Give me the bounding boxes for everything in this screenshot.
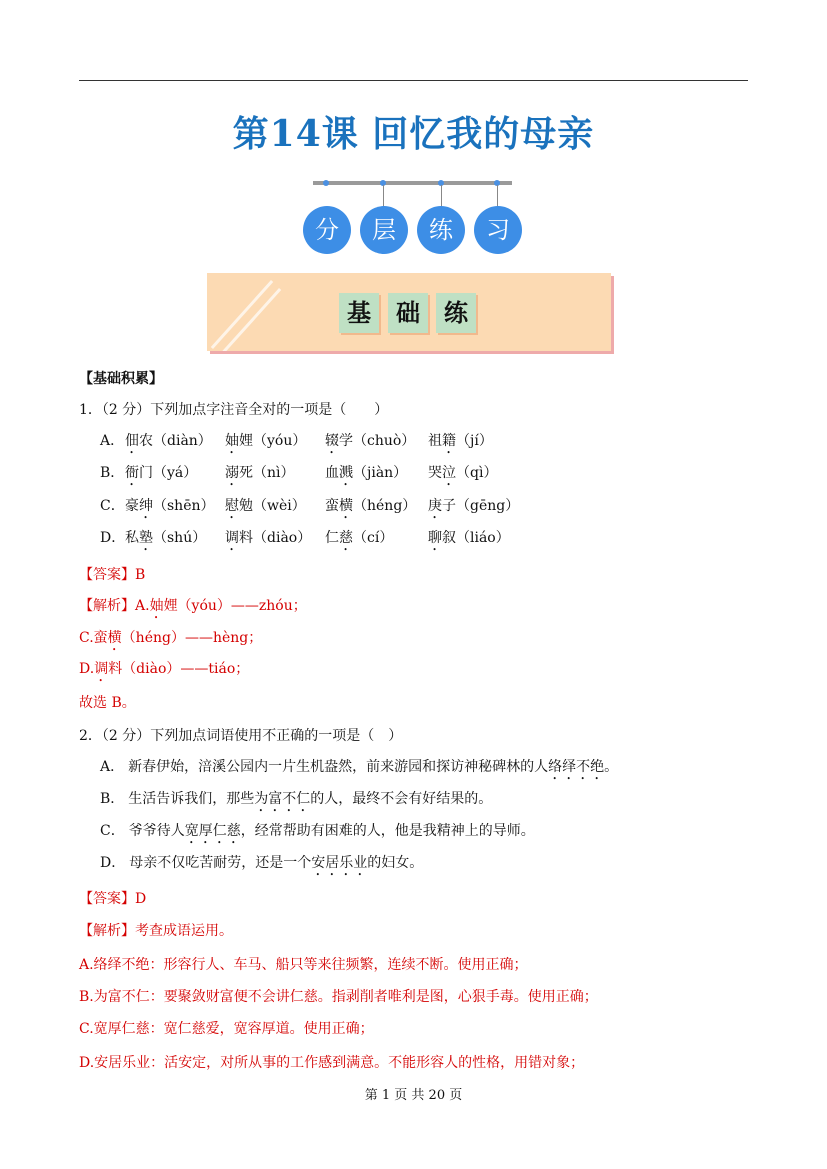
q1-option-label: C．	[100, 498, 125, 514]
q1-option-item	[225, 495, 306, 522]
q1-analysis-line	[79, 658, 249, 685]
text: 考查成语运用。	[135, 923, 233, 939]
dotted-char: 慰	[225, 498, 239, 514]
dotted-char: 籍	[442, 433, 456, 449]
header-rule	[79, 80, 748, 81]
analysis-label: 【解析】	[79, 923, 135, 939]
text: 农（diàn）	[139, 433, 212, 449]
section-heading: 【基础积累】	[79, 371, 163, 387]
dotted-char: 溅	[339, 465, 353, 481]
dotted-char: 调	[94, 661, 109, 677]
hanger-peg	[323, 180, 329, 186]
text: （qì）	[456, 465, 498, 481]
q1-option-item	[125, 527, 206, 554]
q1-option-item	[428, 430, 493, 457]
q1-analysis-line	[79, 595, 307, 622]
text: 豪	[125, 498, 139, 514]
q2-option	[100, 756, 618, 783]
text: （héng）	[353, 498, 417, 514]
dotted-char: 横	[339, 498, 353, 514]
text: （shú）	[153, 530, 207, 546]
q1-option-item	[325, 462, 407, 489]
q1-option-item	[428, 527, 510, 554]
q2-stem: 2．（2 分）下列加点词语使用不正确的一项是（ ）	[79, 728, 403, 744]
dotted-char: 聊	[428, 530, 442, 546]
text: 学（chuò）	[339, 433, 416, 449]
text: 门（yá）	[139, 465, 198, 481]
text: 新春伊始，涪溪公园内一片生机盎然，前来游园和探访神秘碑林的人	[128, 759, 549, 775]
text: 娌（yóu）	[239, 433, 307, 449]
banner-gloss	[211, 280, 273, 349]
text: 蛮	[325, 498, 339, 514]
q1-option-item	[125, 462, 197, 489]
q2-analysis-line: A.络绎不绝：形容行人、车马、船只等来往频繁，连续不断。使用正确；	[79, 957, 528, 973]
q2-option	[100, 852, 423, 879]
header-ball: 层	[360, 206, 408, 254]
section-banner	[207, 273, 611, 351]
header-ball: 习	[474, 206, 522, 254]
dotted-char: 妯	[149, 598, 164, 614]
q1-conclusion: 故选 B。	[79, 695, 136, 711]
q1-option-label: A．	[100, 433, 125, 449]
text: （shēn）	[153, 498, 215, 514]
text: 祖	[428, 433, 442, 449]
q1-analysis-line	[79, 627, 262, 654]
text: D.	[79, 661, 95, 677]
q2-answer: 【答案】D	[79, 891, 147, 907]
q1-option-item	[325, 495, 416, 522]
q2-analysis-intro	[79, 920, 233, 940]
text: （jí）	[456, 433, 493, 449]
text: 仁	[325, 530, 339, 546]
text: 勉（wèi）	[239, 498, 306, 514]
q1-option-item	[225, 430, 306, 457]
dotted-char: 调	[225, 530, 239, 546]
text: ，经常帮助有困难的人，他是我精神上的导师。	[240, 823, 535, 839]
q1-option-item	[325, 527, 393, 554]
banner-gloss	[219, 288, 281, 351]
q1-option-item	[428, 462, 497, 489]
q1-option-item	[225, 462, 295, 489]
dotted-char: 溺	[225, 465, 239, 481]
analysis-label: 【解析】	[79, 598, 135, 614]
dotted-char: 塾	[139, 530, 153, 546]
text: 的妇女。	[367, 855, 424, 871]
dotted-phrase: 络绎不绝	[548, 759, 605, 775]
text: 。	[604, 759, 619, 775]
text: 料（diào）——tiáo；	[108, 661, 250, 677]
text: 生活告诉我们，那些	[128, 791, 255, 807]
dotted-char: 慈	[339, 530, 353, 546]
dotted-char: 绅	[139, 498, 153, 514]
text: 子（gēng）	[442, 498, 520, 514]
header-ball: 分	[303, 206, 351, 254]
q1-option-item	[325, 430, 415, 457]
q1-option-item	[125, 430, 212, 457]
text: 叙（liáo）	[442, 530, 510, 546]
q1-stem: 1．（2 分）下列加点字注音全对的一项是（ ）	[79, 402, 389, 418]
q2-analysis-line: B.为富不仁：要聚敛财富便不会讲仁慈。指剥削者唯利是图，心狠手毒。使用正确；	[79, 989, 598, 1005]
banner-tile: 础	[388, 293, 428, 333]
q1-option-item	[428, 495, 519, 522]
lesson-title: 第14课 回忆我的母亲	[232, 113, 595, 155]
text: 的人，最终不会有好结果的。	[310, 791, 493, 807]
dotted-phrase: 为富不仁	[254, 791, 311, 807]
header-ball: 练	[417, 206, 465, 254]
q1-answer: 【答案】B	[79, 567, 146, 583]
option-label: D．	[100, 855, 126, 871]
q2-option	[100, 820, 535, 847]
text: （jiàn）	[353, 465, 408, 481]
dotted-char: 泣	[442, 465, 456, 481]
option-label: B．	[100, 791, 125, 807]
text: A.	[135, 598, 150, 614]
text: 料（diào）	[239, 530, 312, 546]
page-footer: 第 1 页 共 20 页	[364, 1088, 463, 1103]
dotted-phrase: 宽厚仁慈	[184, 823, 241, 839]
banner-tile: 基	[339, 293, 379, 333]
text: （héng）——hèng；	[121, 630, 263, 646]
text: 爷爷待人	[128, 823, 185, 839]
text: 母亲不仅吃苦耐劳，还是一个	[129, 855, 312, 871]
q2-analysis-line: C.宽厚仁慈：宽仁慈爱，宽容厚道。使用正确；	[79, 1021, 374, 1037]
option-label: C．	[100, 823, 125, 839]
dotted-char: 妯	[225, 433, 239, 449]
q1-option-item	[125, 495, 215, 522]
text: 私	[125, 530, 139, 546]
option-label: A．	[100, 759, 125, 775]
dotted-char: 佃	[125, 433, 139, 449]
q2-option	[100, 788, 492, 815]
banner-tile: 练	[436, 293, 476, 333]
q1-option-label: D．	[100, 530, 126, 546]
dotted-char: 衙	[125, 465, 139, 481]
text: 血	[325, 465, 339, 481]
dotted-char: 庚	[428, 498, 442, 514]
text: （cí）	[353, 530, 394, 546]
dotted-phrase: 安居乐业	[311, 855, 368, 871]
dotted-char: 横	[107, 630, 122, 646]
hanger-bar	[313, 181, 512, 185]
text: 哭	[428, 465, 442, 481]
q1-option-label: B．	[100, 465, 125, 481]
text: 死（nì）	[239, 465, 295, 481]
q2-analysis-line: D.安居乐业：活安定，对所从事的工作感到满意。不能形容人的性格，用错对象；	[79, 1055, 585, 1071]
dotted-char: 辍	[325, 433, 339, 449]
text: 娌（yóu）——zhóu；	[163, 598, 307, 614]
text: C.蛮	[79, 630, 108, 646]
q1-option-item	[225, 527, 311, 554]
